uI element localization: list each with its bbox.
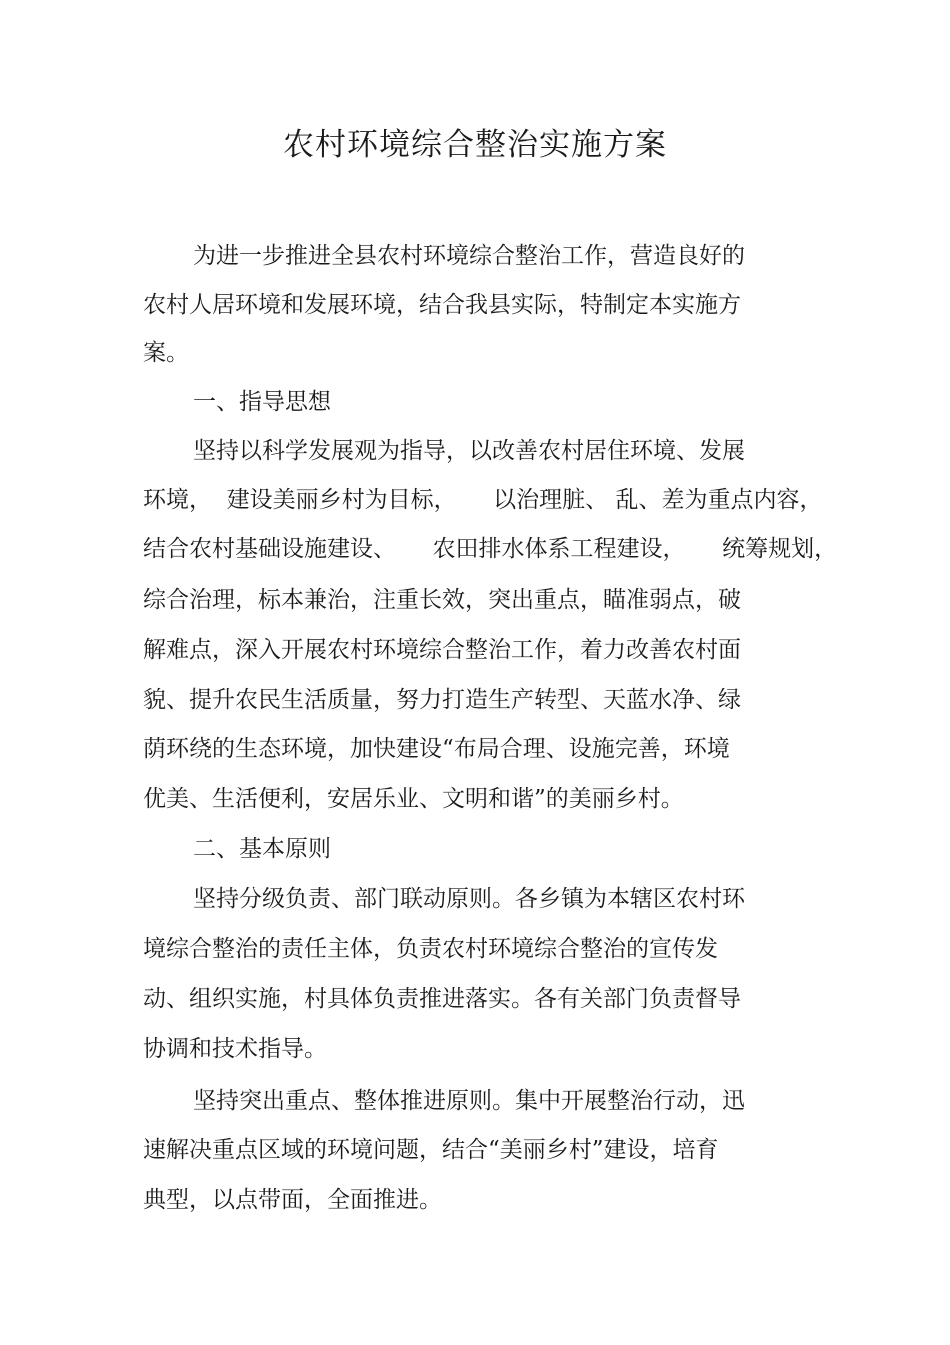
intro-line-2: 农村人居环境和发展环境，结合我县实际，特制定本实施方 [143, 292, 741, 318]
principle-1-line-4: 协调和技术指导。 [143, 1036, 327, 1062]
guiding-line-5: 解难点，深入开展农村环境综合整治工作，着力改善农村面 [143, 637, 741, 663]
guiding-line-8: 优美、生活便利，安居乐业、文明和谐”的美丽乡村。 [143, 786, 684, 812]
page-title: 农村环境综合整治实施方案 [283, 127, 667, 163]
principle-1-line-2: 境综合整治的责任主体，负责农村环境综合整治的宣传发 [143, 936, 718, 962]
section-heading-basic-principles: 二、基本原则 [193, 836, 331, 862]
guiding-line-1: 坚持以科学发展观为指导，以改善农村居住环境、发展 [193, 438, 745, 464]
principle-1-line-1: 坚持分级负责、部门联动原则。各乡镇为本辖区农村环 [193, 886, 745, 912]
guiding-line-3: 结合农村基础设施建设、 农田排水体系工程建设， 统筹规划， [143, 536, 838, 562]
guiding-line-6: 貌、提升农民生活质量，努力打造生产转型、天蓝水净、绿 [143, 687, 741, 713]
guiding-line-4: 综合治理，标本兼治，注重长效，突出重点，瞄准弱点，破 [143, 587, 741, 613]
principle-2-line-1: 坚持突出重点、整体推进原则。集中开展整治行动，迅 [193, 1088, 745, 1114]
principle-1-line-3: 动、组织实施，村具体负责推进落实。各有关部门负责督导 [143, 986, 741, 1012]
intro-line-1: 为进一步推进全县农村环境综合整治工作，营造良好的 [193, 243, 745, 269]
principle-2-line-3: 典型，以点带面，全面推进。 [143, 1187, 442, 1213]
guiding-line-2: 环境， 建设美丽乡村为目标， 以治理脏、 乱、差为重点内容， [143, 487, 823, 513]
principle-2-line-2: 速解决重点区域的环境问题，结合“美丽乡村”建设，培育 [143, 1137, 719, 1163]
guiding-line-7: 荫环绕的生态环境，加快建设“布局合理、设施完善，环境 [143, 736, 730, 762]
intro-line-3: 案。 [143, 340, 189, 366]
section-heading-guiding-thought: 一、指导思想 [193, 389, 331, 415]
